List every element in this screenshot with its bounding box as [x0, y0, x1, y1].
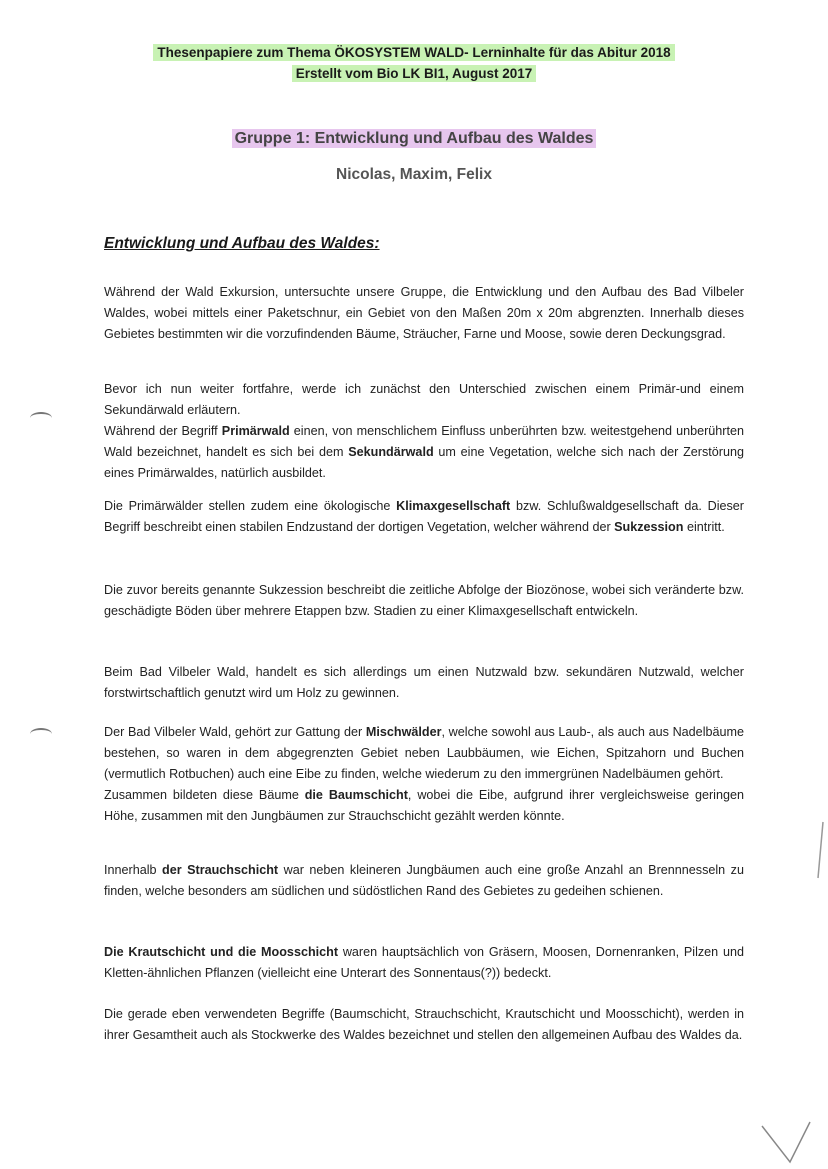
punch-hole-mark	[30, 728, 52, 740]
term-baumschicht: die Baumschicht	[304, 788, 408, 802]
term-mischwaelder: Mischwälder	[365, 725, 442, 739]
group-members: Nicolas, Maxim, Felix	[336, 166, 492, 183]
paragraph-2-text: um eine Vegetation, welche sich nach der Zerstörung eines Primärwaldes, natürlich ausbildet.	[104, 445, 745, 480]
paragraph-7-text: war neben kleineren Jungbäumen auch eine große Anzahl an Brennnesseln zu finden, welche besonders am südlichen und südöstlichen Rand des Gebietes zu gedeihen schienen.	[104, 863, 744, 898]
section-heading: Entwicklung und Aufbau des Waldes:	[104, 235, 380, 252]
paragraph-6	[104, 722, 744, 827]
group-title-text: Gruppe 1: Entwicklung und Aufbau des Waldes	[232, 129, 597, 148]
term-klimaxgesellschaft: Klimaxgesellschaft	[396, 499, 511, 513]
term-strauchschicht: der Strauchschicht	[162, 863, 279, 877]
paragraph-3	[104, 496, 744, 538]
term-kraut-moosschicht: Die Krautschicht und die Moosschicht	[104, 945, 339, 959]
paragraph-2	[104, 379, 744, 484]
term-primaerwald: Primärwald	[221, 424, 290, 438]
term-sekundaerwald: Sekundärwald	[348, 445, 434, 459]
paragraph-5: Beim Bad Vilbeler Wald, handelt es sich allerdings um einen Nutzwald bzw. sekundären Nutzwald, welcher forstwirtschaftlich genutzt wird um Holz zu gewinnen.	[104, 665, 744, 700]
header-line-2	[0, 66, 828, 81]
paragraph-6-text: Der Bad Vilbeler Wald, gehört zur Gattung der	[104, 725, 366, 739]
punch-hole-mark	[30, 412, 52, 424]
header-subtitle: Erstellt vom Bio LK BI1, August 2017	[292, 65, 537, 82]
paragraph-7	[104, 860, 744, 902]
paragraph-6-text: , wobei die Eibe, aufgrund ihrer vergleichsweise geringen Höhe, zusammen mit den Jungbäumen zur Strauchschicht gezählt werden könnte.	[104, 788, 744, 823]
header-line-1	[0, 45, 828, 60]
pencil-check-mark	[760, 1120, 820, 1165]
paragraph-6-text: Zusammen bildeten diese Bäume	[104, 788, 305, 802]
paragraph-7-text: Innerhalb	[104, 863, 163, 877]
paragraph-6-text: , welche sowohl aus Laub-, als auch aus Nadelbäume bestehen, so waren in dem abgegrenzten Gebiet neben Laubbäumen, wie Eichen, Spitzahorn und Buchen (vermutlich Rotbuchen) auch eine Eibe zu finden, welche wiederum zu den immergrünen Nadelbäumen gehört.	[104, 725, 744, 781]
term-sukzession: Sukzession	[614, 520, 684, 534]
paragraph-8	[104, 942, 744, 984]
paragraph-8-text: waren hauptsächlich von Gräsern, Moosen, Dornenranken, Pilzen und Kletten-ähnlichen Pflanzen (vielleicht eine Unterart des Sonnentaus(?)) bedeckt.	[104, 945, 744, 980]
paragraph-2-text: Während der Begriff	[104, 424, 222, 438]
paragraph-3-text: bzw. Schlußwaldgesellschaft da. Dieser Begriff beschreibt einen stabilen Endzustand der dortigen Vegetation, welcher während der	[104, 499, 744, 534]
group-title	[0, 130, 828, 148]
paragraph-2-intro: Bevor ich nun weiter fortfahre, werde ich zunächst den Unterschied zwischen einem Primär-und einem Sekundärwald erläutern.	[104, 382, 744, 417]
paragraph-3-text: eintritt.	[683, 520, 725, 534]
paragraph-4: Die zuvor bereits genannte Sukzession beschreibt die zeitliche Abfolge der Biozönose, wobei sich veränderte bzw. geschädigte Böden über mehrere Etappen bzw. Stadien zu einer Klimaxgesellschaft entwickeln.	[104, 583, 744, 618]
header-title: Thesenpapiere zum Thema ÖKOSYSTEM WALD- Lerninhalte für das Abitur 2018	[153, 44, 674, 61]
paragraph-9: Die gerade eben verwendeten Begriffe (Baumschicht, Strauchschicht, Krautschicht und Moosschicht), werden in ihrer Gesamtheit auch als Stockwerke des Waldes bezeichnet und stellen den allgemeinen Aufbau des Waldes da.	[104, 1007, 744, 1042]
paragraph-3-text: Die Primärwälder stellen zudem eine ökologische	[104, 499, 397, 513]
scan-edge-mark	[815, 820, 827, 880]
paragraph-2-text: einen, von menschlichem Einfluss unberührten bzw. weitestgehend unberührten Wald bezeichnet, handelt es sich bei dem	[104, 424, 744, 459]
paragraph-1: Während der Wald Exkursion, untersuchte unsere Gruppe, die Entwicklung und den Aufbau des Bad Vilbeler Waldes, wobei mittels einer Paketschnur, ein Gebiet von den Maßen 20m x 20m abgrenzten. Innerhalb dieses Gebietes bestimmten wir die vorzufindenden Bäume, Sträucher, Farne und Moose, sowie deren Deckungsgrad.	[104, 285, 744, 341]
